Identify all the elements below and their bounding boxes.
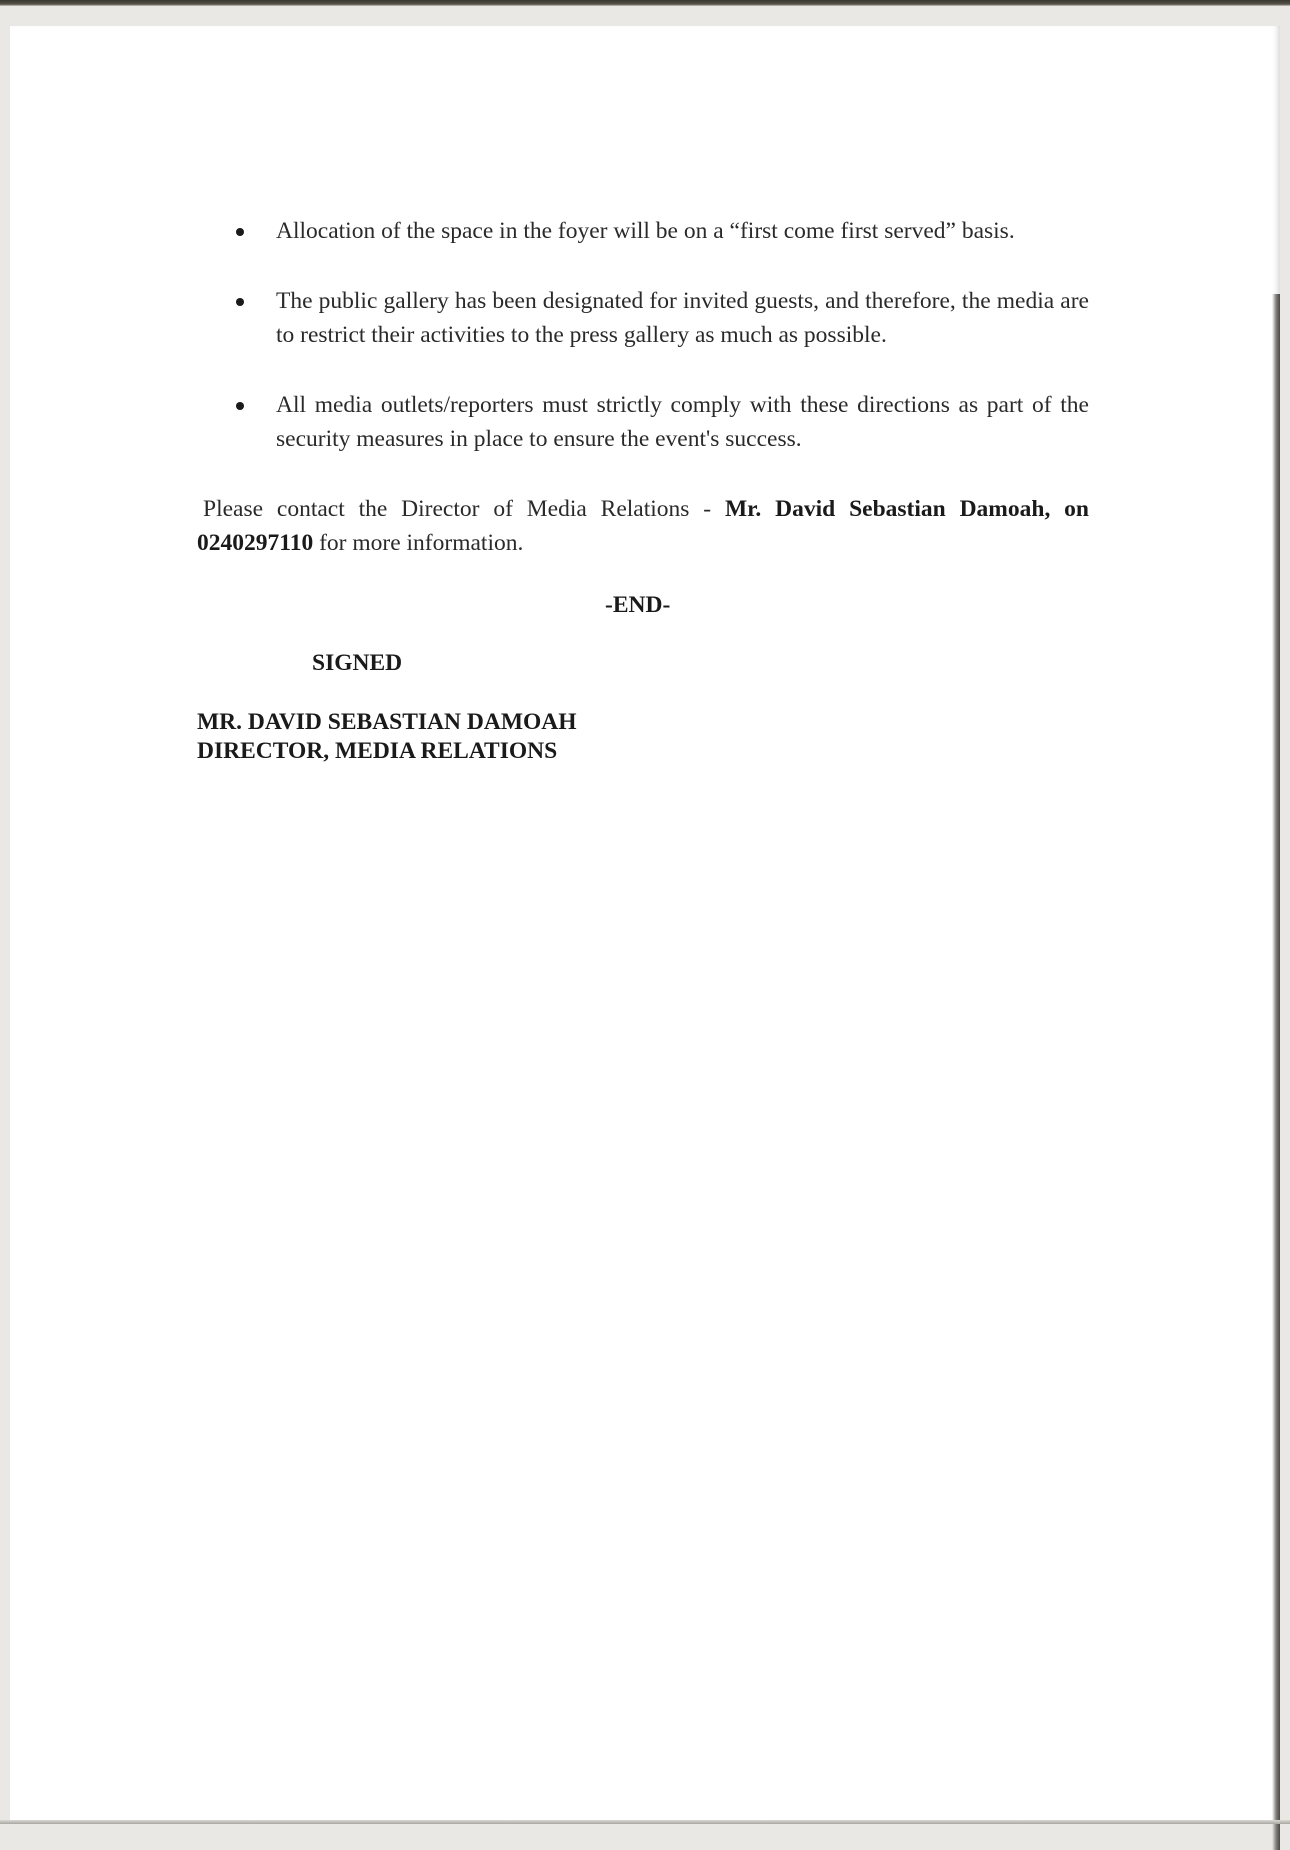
contact-name: Mr. David Sebastian Damoah, on <box>724 496 1089 522</box>
signed-label: SIGNED <box>312 650 403 676</box>
bullet-icon <box>236 228 244 236</box>
end-marker: -END- <box>605 592 671 618</box>
scan-top-edge <box>0 0 1290 6</box>
contact-tail-text: for more information. <box>313 530 524 556</box>
bullet-icon <box>236 402 244 410</box>
bullet-list <box>197 214 1089 456</box>
document-body <box>197 214 1089 560</box>
signatory-title: DIRECTOR, MEDIA RELATIONS <box>197 738 558 764</box>
contact-lead-text: Please contact the Director of Media Relations - <box>203 496 725 522</box>
bullet-text: The public gallery has been designated for invited guests, and therefore, the media are to restrict their activities to the press gallery as much as possible. <box>276 288 1089 348</box>
bullet-item <box>197 214 1089 248</box>
scan-bottom-edge <box>0 1820 1290 1824</box>
bullet-item <box>197 388 1089 456</box>
page-edge-shadow <box>1272 294 1280 1850</box>
signature-block <box>197 708 577 766</box>
bullet-text: All media outlets/reporters must strictly comply with these directions as part of the security measures in place to ensure the event's success. <box>276 392 1089 452</box>
signatory-name: MR. DAVID SEBASTIAN DAMOAH <box>197 709 577 735</box>
bullet-icon <box>236 298 244 306</box>
bullet-item <box>197 284 1089 352</box>
contact-line-2 <box>197 526 1089 560</box>
contact-phone: 0240297110 <box>197 530 314 556</box>
contact-paragraph <box>197 492 1089 560</box>
bullet-text: Allocation of the space in the foyer will be on a “first come first served” basis. <box>276 218 1015 244</box>
contact-line-1 <box>203 492 1089 526</box>
